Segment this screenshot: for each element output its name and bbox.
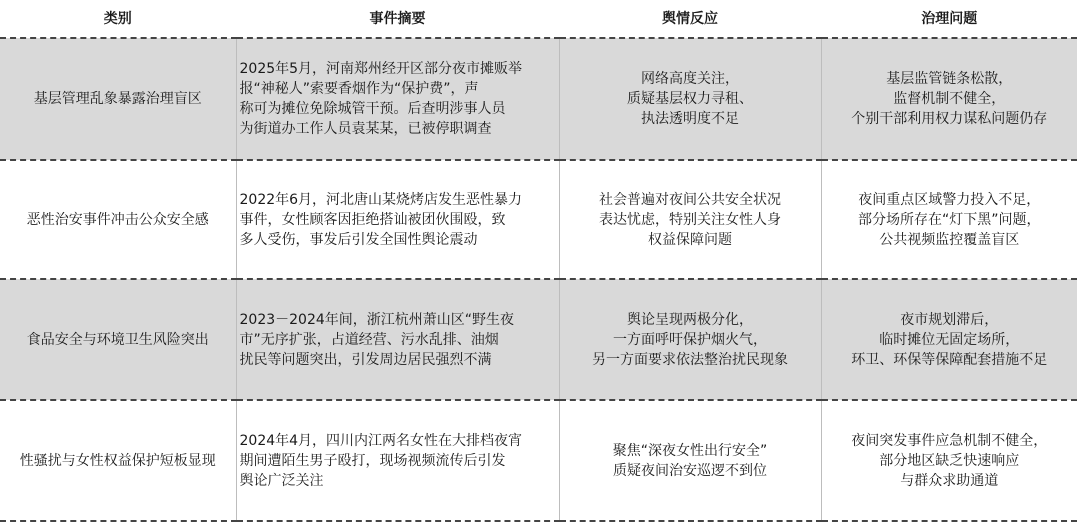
issue-cell — [821, 279, 1077, 400]
issue-line: 夜间突发事件应急机制不健全， — [851, 432, 1048, 449]
category-cell: 食品安全与环境卫生风险突出 — [0, 279, 236, 400]
issue-line: 监督机制不健全， — [893, 91, 1006, 107]
summary-line: 2023－2024年间，浙江杭州萧山区“野生夜 — [239, 311, 515, 328]
header-issue: 治理问题 — [821, 0, 1077, 38]
summary-line: 2022年6月，河北唐山某烧烤店发生恶性暴力 — [239, 191, 523, 208]
issue-line: 公共视频监控覆盖盲区 — [879, 231, 1020, 248]
header-reaction: 舆情反应 — [559, 0, 821, 38]
reaction-line: 另一方面要求依法整治扰民现象 — [592, 351, 788, 368]
summary-cell — [236, 279, 559, 400]
reaction-cell — [559, 38, 821, 160]
header-summary: 事件摘要 — [236, 0, 559, 38]
issue-line: 夜间重点区域警力投入不足， — [858, 191, 1041, 208]
reaction-line: 社会普遍对夜间公共安全状况 — [599, 191, 781, 208]
header-row — [0, 0, 1077, 38]
summary-line: 事件，女性顾客因拒绝搭讪被团伙围殴，致 — [239, 211, 506, 228]
summary-line: 报“神秘人”索要香烟作为“保护费”，声 — [239, 81, 479, 97]
summary-line: 期间遭陌生男子殴打，现场视频流传后引发 — [239, 452, 506, 469]
issue-line: 基层监管链条松散， — [886, 71, 1013, 87]
reaction-line: 网络高度关注， — [641, 71, 739, 87]
table-row — [0, 400, 1077, 521]
summary-line: 为街道办工作人员袁某某，已被停职调查 — [239, 121, 492, 137]
issue-line: 环卫、环保等保障配套措施不足 — [851, 351, 1048, 368]
issue-line: 部分场所存在“灯下黑”问题， — [857, 211, 1041, 228]
reaction-line: 一方面呼吁保护烟火气， — [613, 331, 767, 348]
reaction-cell — [559, 400, 821, 521]
summary-line: 舆论广泛关注 — [239, 472, 324, 489]
issue-line: 夜市规划滞后， — [900, 311, 999, 328]
summary-cell — [236, 400, 559, 521]
issue-line: 个别干部利用权力谋私问题仍存 — [851, 111, 1048, 127]
reaction-line: 权益保障问题 — [648, 231, 732, 248]
issue-line: 与群众求助通道 — [900, 472, 999, 489]
summary-line: 2025年5月，河南郑州经开区部分夜市摊贩举 — [239, 61, 523, 77]
issue-line: 临时摊位无固定场所， — [879, 331, 1020, 348]
issue-line: 部分地区缺乏快速响应 — [879, 452, 1020, 469]
summary-line: 多人受伤，事发后引发全国性舆论震动 — [239, 231, 478, 248]
summary-cell — [236, 38, 559, 160]
reaction-line: 聚焦“深夜女性出行安全” — [612, 442, 768, 459]
category-cell: 基层管理乱象暴露治理盲区 — [0, 38, 236, 160]
summary-line: 称可为摊位免除城管干预。后查明涉事人员 — [239, 101, 506, 117]
reaction-line: 舆论呈现两极分化， — [627, 311, 753, 328]
table-row — [0, 279, 1077, 400]
summary-line: 2024年4月，四川内江两名女性在大排档夜宵 — [239, 432, 523, 449]
reaction-cell — [559, 279, 821, 400]
issue-cell — [821, 38, 1077, 160]
header-category: 类别 — [0, 0, 236, 38]
reaction-line: 质疑基层权力寻租、 — [627, 91, 753, 107]
summary-line: 扰民等问题突出，引发周边居民强烈不满 — [239, 351, 492, 368]
reaction-line: 表达忧虑，特别关注女性人身 — [599, 211, 781, 228]
summary-cell — [236, 160, 559, 279]
summary-line: 市”无序扩张，占道经营、污水乱排、油烟 — [239, 331, 499, 348]
reaction-line: 质疑夜间治安巡逻不到位 — [613, 462, 767, 479]
category-cell: 性骚扰与女性权益保护短板显现 — [0, 400, 236, 521]
category-cell: 恶性治安事件冲击公众安全感 — [0, 160, 236, 279]
table-row — [0, 160, 1077, 279]
reaction-line: 执法透明度不足 — [641, 111, 739, 127]
reaction-cell — [559, 160, 821, 279]
table-row — [0, 38, 1077, 160]
issue-cell — [821, 160, 1077, 279]
issue-cell — [821, 400, 1077, 521]
